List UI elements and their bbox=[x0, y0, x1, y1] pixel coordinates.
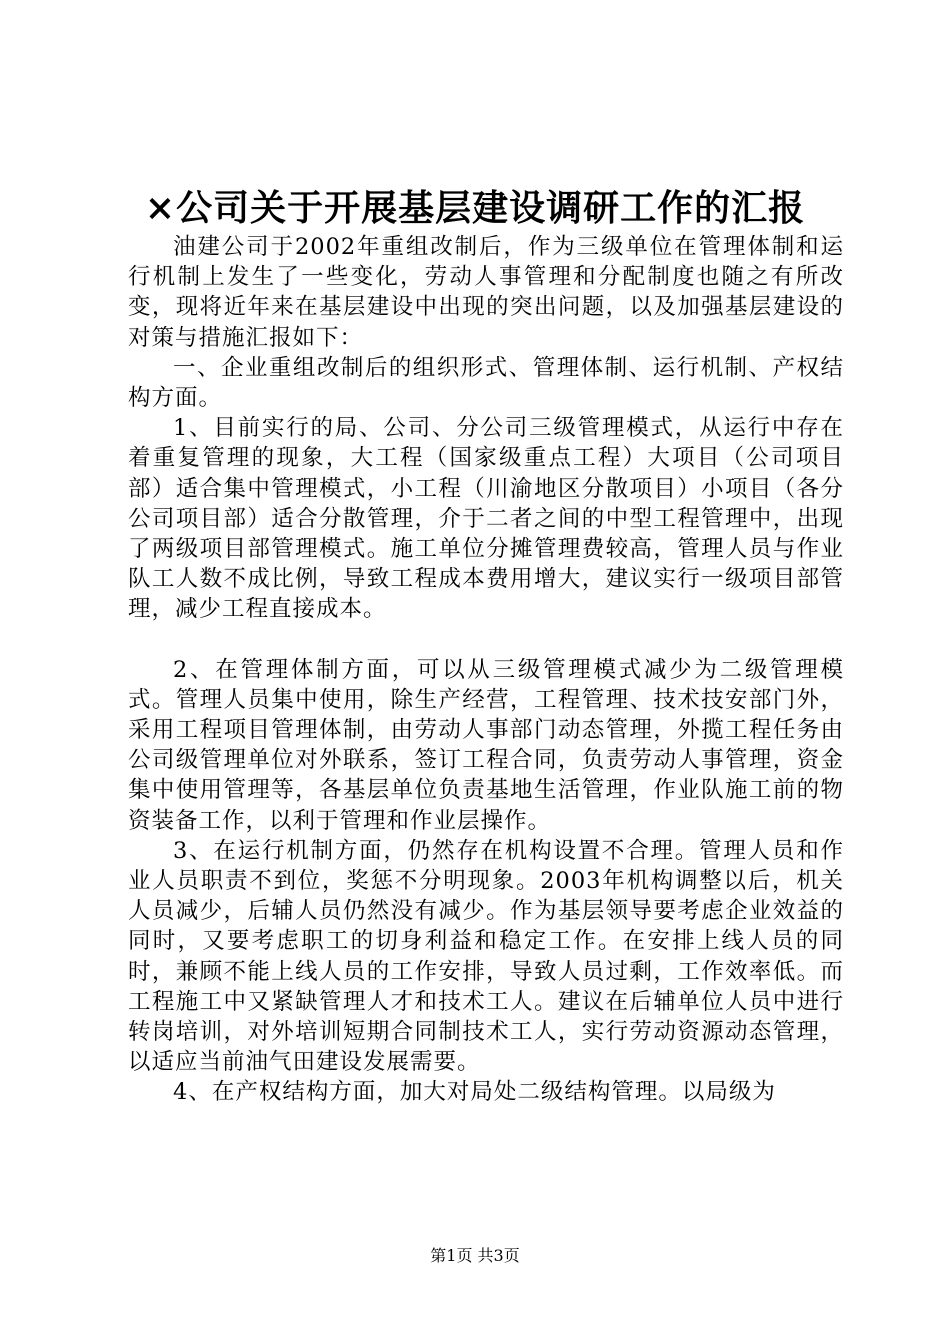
paragraph-item-1: 1、目前实行的局、公司、分公司三级管理模式，从运行中存在着重复管理的现象，大工程（国家级重点工程）大项目（公司项目部）适合集中管理模式，小工程（川渝地区分散项目）小项目（各分公司项目部）适合分散管理，介于二者之间的中型工程管理中，出现了两级项目部管理模式。施工单位分摊管理费较高，管理人员与作业队工人数不成比例，导致工程成本费用增大，建议实行一级项目部管理，减少工程直接成本。 bbox=[128, 415, 844, 623]
document-body bbox=[128, 232, 844, 1108]
paragraph-item-4: 4、在产权结构方面，加大对局处二级结构管理。以局级为 bbox=[173, 1079, 776, 1106]
paragraph-intro: 油建公司于2002年重组改制后，作为三级单位在管理体制和运行机制上发生了一些变化，劳动人事管理和分配制度也随之有所改变，现将近年来在基层建设中出现的突出问题，以及加强基层建设的对策与措施汇报如下： bbox=[128, 234, 844, 351]
paragraph-section-heading: 一、企业重组改制后的组织形式、管理体制、运行机制、产权结构方面。 bbox=[128, 354, 844, 412]
paragraph-item-3: 3、在运行机制方面，仍然存在机构设置不合理。管理人员和作业人员职责不到位，奖惩不分明现象。2003年机构调整以后，机关人员减少，后辅人员仍然没有减少。作为基层领导要考虑企业效益的同时，又要考虑职工的切身利益和稳定工作。在安排上线人员的同时，兼顾不能上线人员的工作安排，导致人员过剩，工作效率低。而工程施工中又紧缺管理人才和技术工人。建议在后辅单位人员中进行转岗培训，对外培训短期合同制技术工人，实行劳动资源动态管理，以适应当前油气田建设发展需要。 bbox=[128, 837, 844, 1076]
page-footer: 第1页 共3页 bbox=[430, 1246, 520, 1265]
document-title: ×公司关于开展基层建设调研工作的汇报 bbox=[144, 187, 806, 229]
paragraph-item-2: 2、在管理体制方面，可以从三级管理模式减少为二级管理模式。管理人员集中使用，除生产经营，工程管理、技术技安部门外，采用工程项目管理体制，由劳动人事部门动态管理，外揽工程任务由公司级管理单位对外联系，签订工程合同，负责劳动人事管理，资金集中使用管理等，各基层单位负责基地生活管理，作业队施工前的物资装备工作，以利于管理和作业层操作。 bbox=[128, 656, 844, 834]
